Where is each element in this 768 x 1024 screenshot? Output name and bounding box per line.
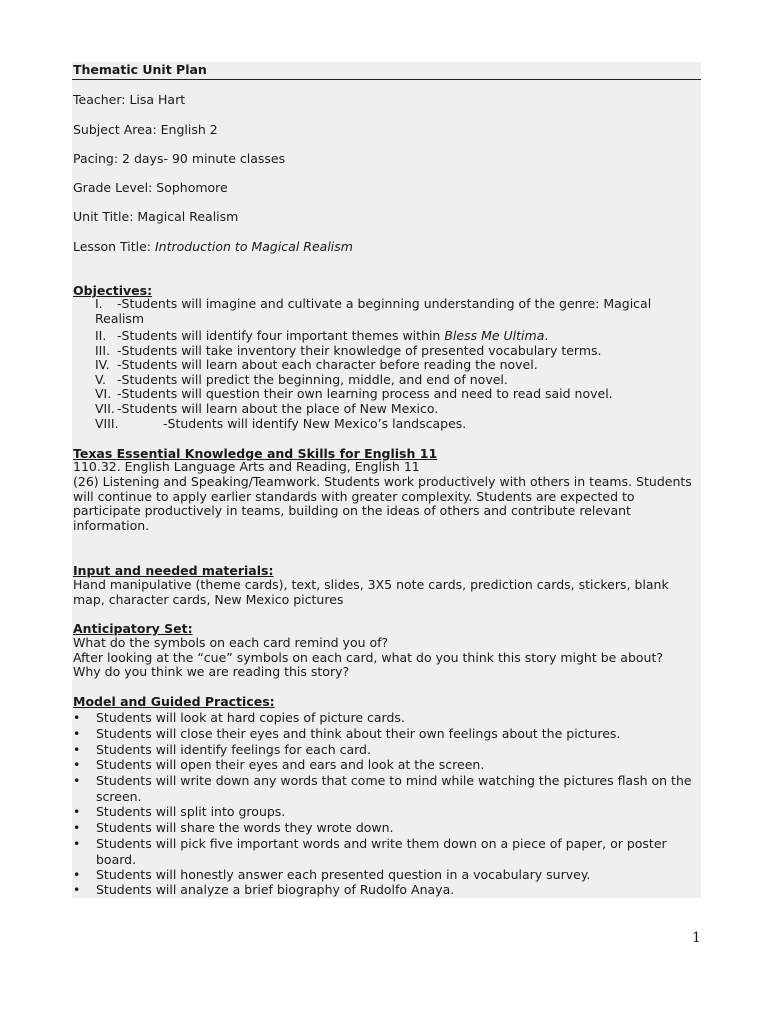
bullet: • [73, 726, 81, 741]
objective-item [95, 358, 695, 373]
objective-item [95, 402, 695, 417]
lesson-title-value: Introduction to Magical Realism [154, 239, 353, 254]
anticipatory-heading: Anticipatory Set: [73, 621, 193, 636]
list-item-text: Students will split into groups. [96, 804, 286, 819]
anticipatory-question: Why do you think we are reading this story? [73, 664, 350, 679]
objective-text-continued: Realism [95, 310, 145, 326]
objective-number: VI. [95, 386, 112, 401]
document-title: Thematic Unit Plan [73, 62, 207, 77]
objective-text: -Students will learn about each character before reading the novel. [117, 357, 538, 372]
objective-text: -Students will imagine and cultivate a beginning understanding of the genre: Magical [117, 296, 652, 311]
lesson-title-line [73, 239, 353, 255]
list-item-text: Students will share the words they wrote down. [96, 820, 394, 835]
bullet: • [73, 757, 81, 772]
bullet: • [73, 773, 81, 788]
objective-number: IV. [95, 357, 110, 372]
list-item-text: Students will close their eyes and think about their own feelings about the pictures. [96, 726, 621, 741]
unit-title-line: Unit Title: Magical Realism [73, 209, 239, 224]
list-item-text: Students will analyze a brief biography of Rudolfo Anaya. [96, 882, 455, 897]
teks-paragraph: (26) Listening and Speaking/Teamwork. Students work productively with others in teams. Students will continue to apply earlier standards with greater complexity. Students are expected to participate productively in teams, building on the ideas of others and contribute relevant information. [73, 474, 692, 533]
bullet: • [73, 710, 81, 725]
subject-line: Subject Area: English 2 [73, 122, 218, 137]
bullet: • [73, 882, 81, 897]
objective-number: I. [95, 296, 103, 311]
list-item-text: Students will identify feelings for each card. [96, 742, 371, 757]
title-row [72, 62, 701, 80]
novel-title: Bless Me Ultima [444, 328, 545, 343]
bullet: • [73, 804, 81, 819]
objective-text: -Students will identify New Mexico’s landscapes. [163, 416, 467, 431]
teks-standard: 110.32. English Language Arts and Reading, English 11 [73, 459, 420, 474]
pacing-line: Pacing: 2 days- 90 minute classes [73, 151, 286, 166]
objective-item [95, 329, 695, 344]
bullet: • [73, 867, 81, 882]
objective-item [95, 417, 695, 432]
objective-item [95, 387, 695, 402]
objective-text: -Students will identify four important themes within Bless Me Ultima. [117, 328, 549, 343]
bullet: • [73, 820, 81, 835]
page-number: 1 [692, 930, 701, 946]
bullet: • [73, 836, 81, 851]
objective-number: VIII. [95, 416, 119, 431]
objective-text: -Students will learn about the place of New Mexico. [117, 401, 439, 416]
list-item-text: Students will honestly answer each presented question in a vocabulary survey. [96, 867, 591, 882]
teacher-line: Teacher: Lisa Hart [73, 92, 186, 107]
objective-text: -Students will question their own learning process and need to read said novel. [117, 386, 613, 401]
grade-line: Grade Level: Sophomore [73, 180, 228, 195]
objective-number: III. [95, 343, 111, 358]
list-item-text: Students will write down any words that come to mind while watching the pictures flash on the screen. [96, 773, 692, 804]
list-item-text: Students will pick five important words and write them down on a piece of paper, or poster board. [96, 836, 667, 867]
list-item-text: Students will open their eyes and ears and look at the screen. [96, 757, 485, 772]
materials-text: Hand manipulative (theme cards), text, slides, 3X5 note cards, prediction cards, stickers, blank map, character cards, New Mexico pictures [73, 577, 669, 607]
objective-number: II. [95, 328, 107, 343]
objectives-heading: Objectives: [73, 283, 153, 298]
anticipatory-question: After looking at the “cue” symbols on each card, what do you think this story might be about? [73, 650, 663, 665]
objective-text: -Students will predict the beginning, middle, and end of novel. [117, 372, 508, 387]
objective-item [95, 297, 695, 327]
guided-heading: Model and Guided Practices: [73, 694, 275, 709]
lesson-title-label: Lesson Title: [73, 239, 155, 254]
document-page [72, 62, 701, 898]
objective-number: V. [95, 372, 106, 387]
teks-heading: Texas Essential Knowledge and Skills for English 11 [73, 446, 438, 461]
bullet: • [73, 742, 81, 757]
materials-heading: Input and needed materials: [73, 563, 274, 578]
list-item-text: Students will look at hard copies of picture cards. [96, 710, 405, 725]
objective-text: -Students will take inventory their knowledge of presented vocabulary terms. [117, 343, 602, 358]
anticipatory-question: What do the symbols on each card remind you of? [73, 635, 389, 650]
objective-number: VII. [95, 401, 115, 416]
